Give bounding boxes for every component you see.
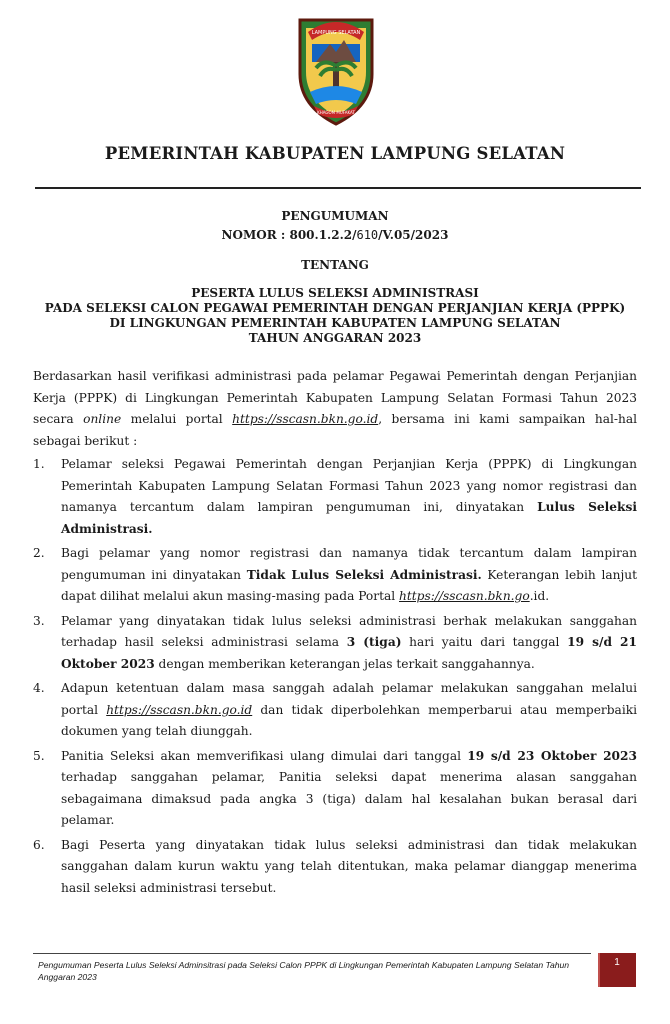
list-item: 2. Bagi pelamar yang nomor registrasi dan namanya tidak tercantum dalam lampiran pengumuman ini dinyatakan Tidak Lulus Seleksi Administrasi. Keterangan lebih lanjut dapat dilihat melalui akun masing-masing pada Portal https://sscasn.bkn.go.id.	[33, 543, 637, 608]
list-item: 4. Adapun ketentuan dalam masa sanggah adalah pelamar melakukan sanggahan melalui portal https://sscasn.bkn.go.id dan tidak diperbolehkan memperbarui atau memperbaiki dokumen yang telah diunggah.	[33, 678, 637, 743]
portal-link[interactable]: https://sscasn.bkn.go	[399, 589, 530, 603]
about-heading: TENTANG	[301, 258, 369, 272]
subject-line-4: TAHUN ANGGARAN 2023	[248, 331, 422, 345]
list-item: 6. Bagi Peserta yang dinyatakan tidak lulus seleksi administrasi dan tidak melakukan sanggahan dalam kurun waktu yang telah ditentukan, maka pelamar dianggap menerima hasil seleksi administrasi tersebut.	[33, 835, 637, 900]
announcement-items	[33, 454, 637, 902]
number-prefix: NOMOR : 800.1.2.2/	[221, 228, 357, 242]
item-number: 6.	[33, 837, 45, 852]
list-item: 5. Panitia Seleksi akan memverifikasi ulang dimulai dari tanggal 19 s/d 23 Oktober 2023 terhadap sanggahan pelamar, Panitia seleksi dapat menerima alasan sanggahan sebagaimana dimaksud pada angka 3 (tiga) dalam hal kesalahan bukan berasal dari pelamar.	[33, 746, 637, 832]
header-divider	[35, 187, 641, 189]
subject-line-3: DI LINGKUNGAN PEMERINTAH KABUPATEN LAMPUNG SELATAN	[109, 316, 561, 330]
item-number: 2.	[33, 546, 45, 560]
item-number: 4.	[33, 681, 45, 695]
portal-link[interactable]: https://sscasn.bkn.go.id	[232, 412, 379, 426]
footer-text: Pengumuman Peserta Lulus Seleksi Adminsitrasi pada Seleksi Calon PPPK di Lingkungan Pemerintah Kabupaten Lampung Selatan Tahun Anggaran 2023	[38, 960, 570, 982]
list-item: 3. Pelamar yang dinyatakan tidak lulus seleksi administrasi berhak melakukan sanggahan terhadap hasil seleksi administrasi selama 3 (tiga) hari yaitu dari tanggal 19 s/d 21 Oktober 2023 dengan memberikan keterangan jelas terkait sanggahannya.	[33, 611, 637, 676]
svg-text:LAMPUNG SELATAN: LAMPUNG SELATAN	[311, 30, 361, 36]
portal-link[interactable]: https://sscasn.bkn.go.id	[106, 702, 253, 717]
government-title: PEMERINTAH KABUPATEN LAMPUNG SELATAN	[104, 144, 566, 163]
regency-coat-of-arms	[294, 10, 378, 128]
number-handwritten: 610	[356, 228, 379, 242]
item-number: 3.	[33, 613, 45, 628]
online-term: online	[83, 412, 122, 426]
svg-text:KHAGOM MUFAKAT: KHAGOM MUFAKAT	[317, 110, 355, 115]
number-suffix: /V.05/2023	[378, 228, 449, 242]
page-number: 1	[614, 957, 620, 968]
coat-of-arms-icon	[294, 10, 378, 128]
item-number: 1.	[33, 457, 45, 471]
announcement-heading: PENGUMUMAN	[281, 209, 389, 223]
item-number: 5.	[33, 748, 45, 763]
announcement-number	[0, 227, 670, 243]
intro-paragraph: Berdasarkan hasil verifikasi administrasi pada pelamar Pegawai Pemerintah dengan Perjanjian Kerja (PPPK) di Lingkungan Pemerintah Kabupaten Lampung Selatan Formasi Tahun 2023 secara online melalui portal https://sscasn.bkn.go.id, bersama ini kami sampaikan hal-hal sebagai berikut :	[33, 369, 637, 448]
list-item: 1. Pelamar seleksi Pegawai Pemerintah dengan Perjanjian Kerja (PPPK) di Lingkungan Pemerintah Kabupaten Lampung Selatan Formasi Tahun 2023 yang nomor registrasi dan namanya tercantum dalam lampiran pengumuman ini, dinyatakan Lulus Seleksi Administrasi.	[33, 454, 637, 540]
subject-line-2: PADA SELEKSI CALON PEGAWAI PEMERINTAH DENGAN PERJANJIAN KERJA (PPPK)	[44, 301, 626, 315]
subject-line-1: PESERTA LULUS SELEKSI ADMINISTRASI	[191, 286, 479, 300]
footer-divider	[33, 953, 591, 954]
page-number-box	[598, 953, 636, 987]
